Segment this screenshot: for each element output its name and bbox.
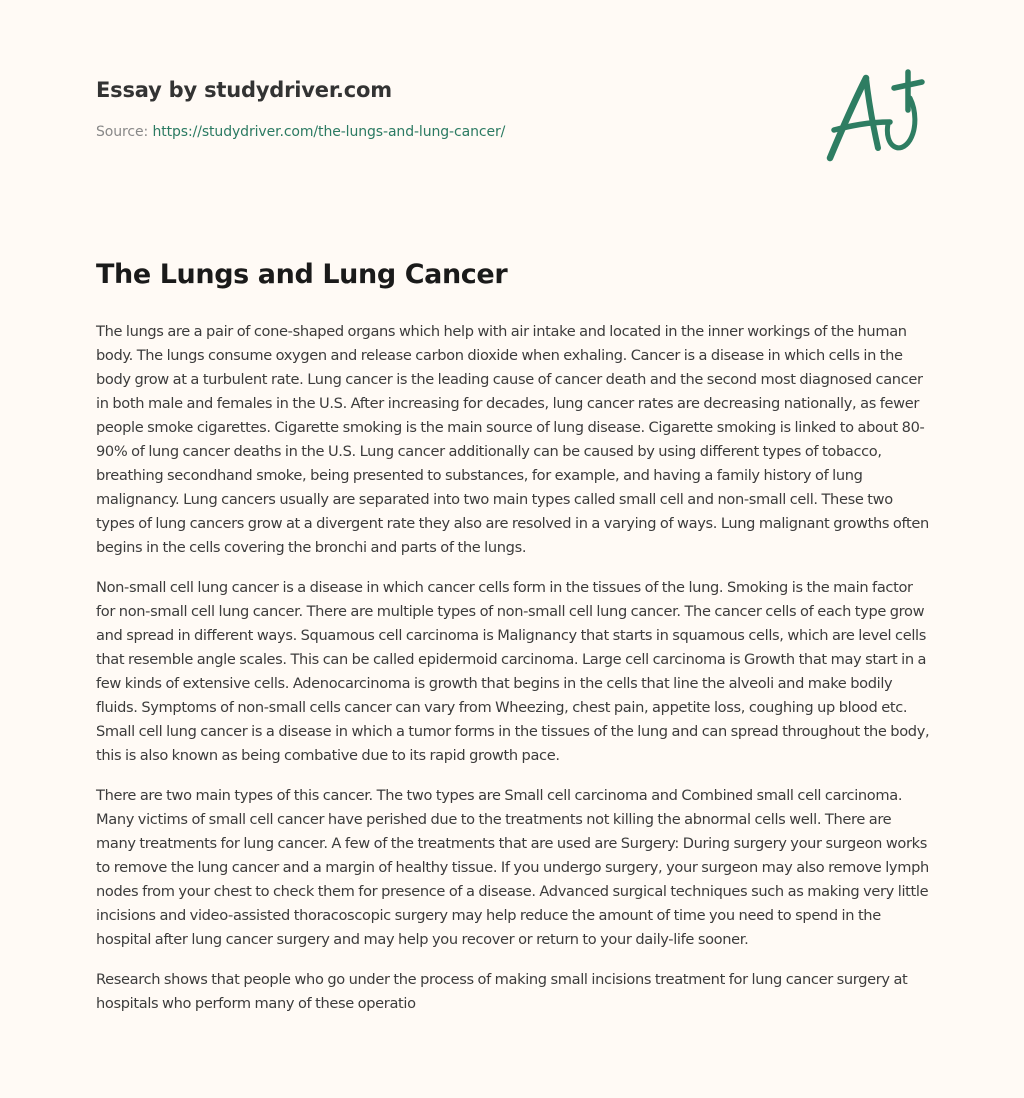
essay-paragraph: Research shows that people who go under the process of making small incisions treatment for lung cancer surgery at hospitals who perform many of these operatio bbox=[96, 971, 908, 1012]
essay-paragraph: There are two main types of this cancer. The two types are Small cell carcinoma and Combined small cell carcinoma. Many victims of small cell cancer have perished due to the treatments not killing the abnormal cells well. There are many treatments for lung cancer. A few of the treatments that are used are Surgery: During surgery your surgeon works to remove the lung cancer and a margin of healthy tissue. If you undergo surgery, your surgeon may also remove lymph nodes from your chest to check them for presence of a disease. Advanced surgical techniques such as making very little incisions and video-assisted thoracoscopic surgery may help reduce the amount of time you need to spend in the hospital after lung cancer surgery and may help you recover or return to your daily-life sooner. bbox=[96, 787, 929, 948]
essay-article bbox=[96, 256, 932, 1032]
essay-paragraph: The lungs are a pair of cone-shaped organs which help with air intake and located in the inner workings of the human body. The lungs consume oxygen and release carbon dioxide when exhaling. Cancer is a disease in which cells in the body grow at a turbulent rate. Lung cancer is the leading cause of cancer death and the second most diagnosed cancer in both male and females in the U.S. After increasing for decades, lung cancer rates are decreasing nationally, as fewer people smoke cigarettes. Cigarette smoking is the main source of lung disease. Cigarette smoking is linked to about 80-90% of lung cancer deaths in the U.S. Lung cancer additionally can be caused by using different types of tobacco, breathing secondhand smoke, being presented to substances, for example, and having a family history of lung malignancy. Lung cancers usually are separated into two main types called small cell and non-small cell. These two types of lung cancers grow at a divergent rate they also are resolved in a varying of ways. Lung malignant growths often begins in the cells covering the bronchi and parts of the lungs. bbox=[96, 323, 929, 556]
a-plus-grade-icon bbox=[822, 66, 928, 166]
source-link[interactable]: https://studydriver.com/the-lungs-and-lung-cancer/ bbox=[152, 124, 506, 140]
essay-title: The Lungs and Lung Cancer bbox=[96, 259, 508, 290]
essay-paragraph: Non-small cell lung cancer is a disease in which cancer cells form in the tissues of the lung. Smoking is the main factor for non-small cell lung cancer. There are multiple types of non-small cell lung cancer. The cancer cells of each type grow and spread in different ways. Squamous cell carcinoma is Malignancy that starts in squamous cells, which are level cells that resemble angle scales. This can be called epidermoid carcinoma. Large cell carcinoma is Growth that may start in a few kinds of extensive cells. Adenocarcinoma is growth that begins in the cells that line the alveoli and make bodily fluids. Symptoms of non-small cells cancer can vary from Wheezing, chest pain, appetite loss, coughing up blood etc. Small cell lung cancer is a disease in which a tumor forms in the tissues of the lung and can spread throughout the body, this is also known as being combative due to its rapid growth pace. bbox=[96, 579, 930, 764]
brand-title: Essay by studydriver.com bbox=[96, 78, 392, 102]
source-label: Source: bbox=[96, 124, 149, 140]
source-line bbox=[96, 123, 796, 141]
site-header bbox=[96, 76, 796, 141]
